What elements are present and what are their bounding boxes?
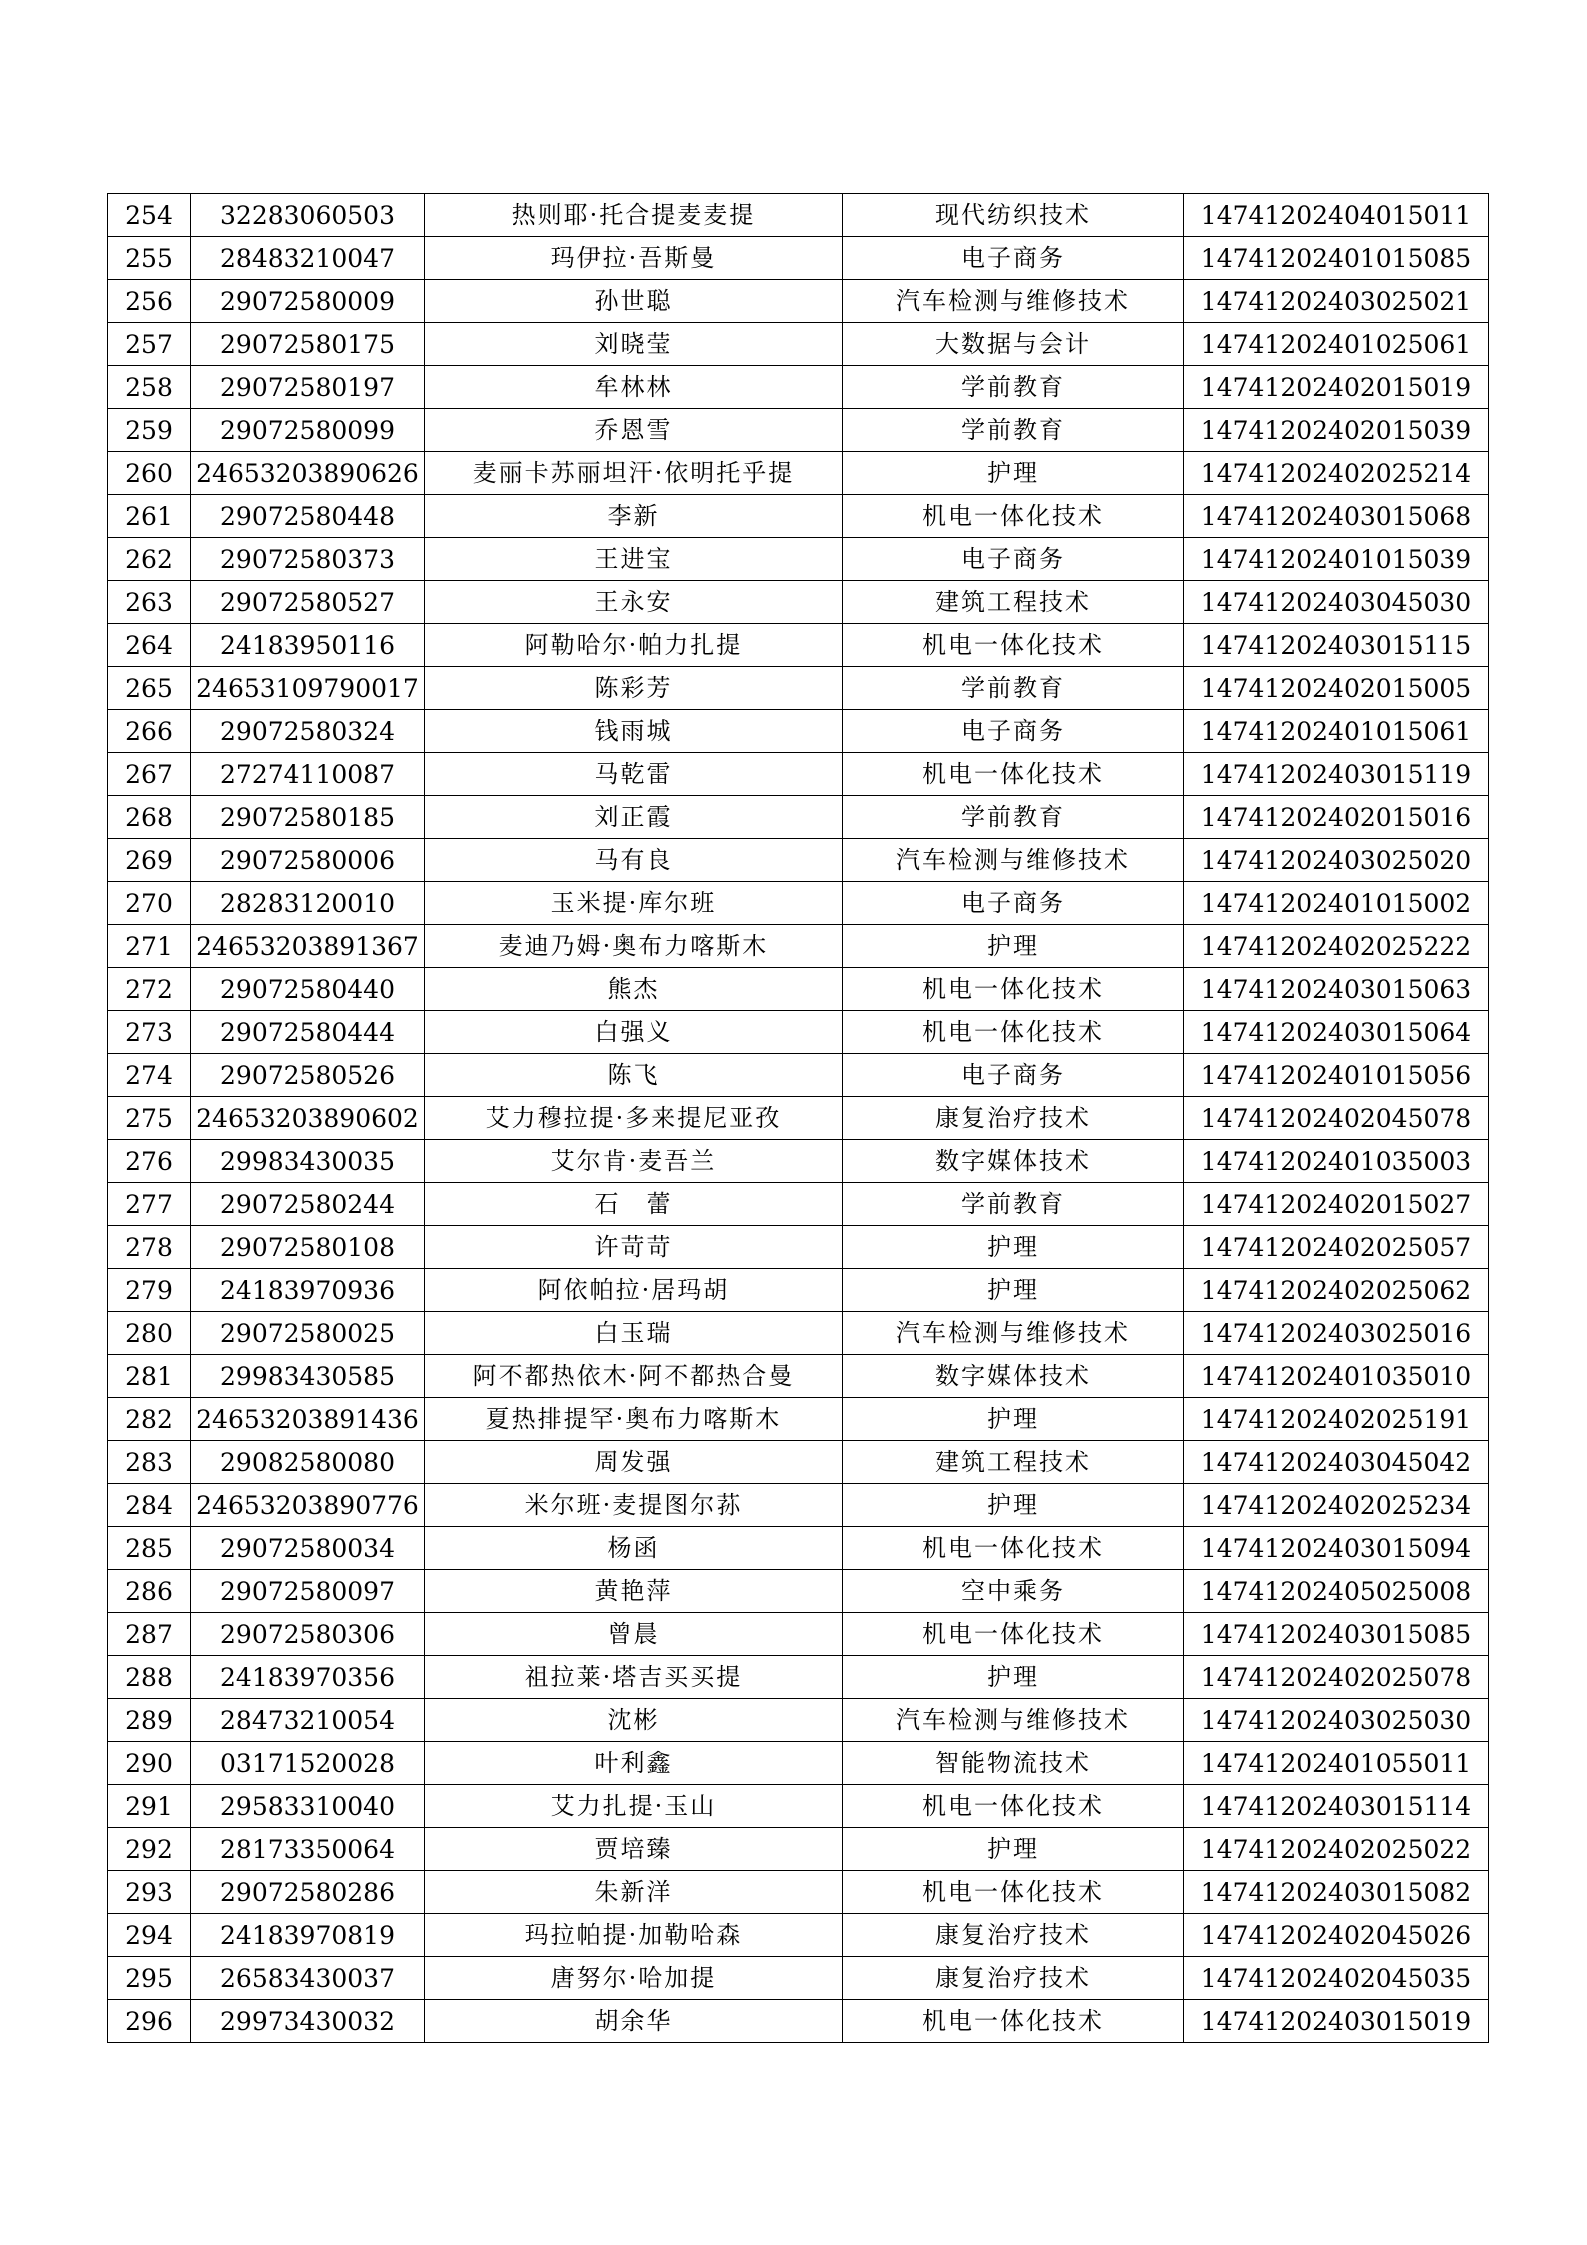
exam-number-cell: 24653203890602 bbox=[191, 1097, 425, 1140]
exam-number-cell: 24653203891436 bbox=[191, 1398, 425, 1441]
row-index-cell: 289 bbox=[108, 1699, 191, 1742]
row-index-cell: 258 bbox=[108, 366, 191, 409]
student-id-cell: 14741202403025021 bbox=[1184, 280, 1489, 323]
row-index-cell: 265 bbox=[108, 667, 191, 710]
student-name-cell: 陈飞 bbox=[425, 1054, 843, 1097]
student-id-cell: 14741202402015027 bbox=[1184, 1183, 1489, 1226]
row-index-cell: 260 bbox=[108, 452, 191, 495]
exam-number-cell: 29072580197 bbox=[191, 366, 425, 409]
table-row bbox=[108, 1226, 1489, 1269]
table-row bbox=[108, 925, 1489, 968]
student-id-cell: 14741202402015005 bbox=[1184, 667, 1489, 710]
exam-number-cell: 29583310040 bbox=[191, 1785, 425, 1828]
row-index-cell: 286 bbox=[108, 1570, 191, 1613]
major-cell: 机电一体化技术 bbox=[843, 495, 1184, 538]
student-id-cell: 14741202402015039 bbox=[1184, 409, 1489, 452]
student-id-cell: 14741202403025020 bbox=[1184, 839, 1489, 882]
student-id-cell: 14741202403015094 bbox=[1184, 1527, 1489, 1570]
major-cell: 机电一体化技术 bbox=[843, 1527, 1184, 1570]
table-row bbox=[108, 323, 1489, 366]
student-id-cell: 14741202402025062 bbox=[1184, 1269, 1489, 1312]
student-name-cell: 白强义 bbox=[425, 1011, 843, 1054]
exam-number-cell: 29072580097 bbox=[191, 1570, 425, 1613]
row-index-cell: 291 bbox=[108, 1785, 191, 1828]
student-name-cell: 王进宝 bbox=[425, 538, 843, 581]
student-name-cell: 周发强 bbox=[425, 1441, 843, 1484]
table-row bbox=[108, 710, 1489, 753]
row-index-cell: 268 bbox=[108, 796, 191, 839]
exam-number-cell: 03171520028 bbox=[191, 1742, 425, 1785]
table-row bbox=[108, 452, 1489, 495]
student-id-cell: 14741202402045026 bbox=[1184, 1914, 1489, 1957]
student-id-cell: 14741202401015002 bbox=[1184, 882, 1489, 925]
major-cell: 数字媒体技术 bbox=[843, 1140, 1184, 1183]
exam-number-cell: 29973430032 bbox=[191, 2000, 425, 2043]
student-id-cell: 14741202401035003 bbox=[1184, 1140, 1489, 1183]
student-name-cell: 叶利鑫 bbox=[425, 1742, 843, 1785]
table-row bbox=[108, 495, 1489, 538]
row-index-cell: 272 bbox=[108, 968, 191, 1011]
major-cell: 汽车检测与维修技术 bbox=[843, 280, 1184, 323]
table-row bbox=[108, 538, 1489, 581]
student-id-cell: 14741202402025222 bbox=[1184, 925, 1489, 968]
exam-number-cell: 29072580324 bbox=[191, 710, 425, 753]
row-index-cell: 281 bbox=[108, 1355, 191, 1398]
student-name-cell: 沈彬 bbox=[425, 1699, 843, 1742]
row-index-cell: 284 bbox=[108, 1484, 191, 1527]
student-name-cell: 石 蕾 bbox=[425, 1183, 843, 1226]
major-cell: 护理 bbox=[843, 925, 1184, 968]
student-name-cell: 杨函 bbox=[425, 1527, 843, 1570]
student-id-cell: 14741202401035010 bbox=[1184, 1355, 1489, 1398]
row-index-cell: 262 bbox=[108, 538, 191, 581]
table-row bbox=[108, 1957, 1489, 2000]
table-row bbox=[108, 753, 1489, 796]
student-id-cell: 14741202401055011 bbox=[1184, 1742, 1489, 1785]
major-cell: 康复治疗技术 bbox=[843, 1914, 1184, 1957]
row-index-cell: 283 bbox=[108, 1441, 191, 1484]
table-row bbox=[108, 1011, 1489, 1054]
major-cell: 学前教育 bbox=[843, 667, 1184, 710]
student-id-cell: 14741202402045035 bbox=[1184, 1957, 1489, 2000]
table-row bbox=[108, 237, 1489, 280]
major-cell: 汽车检测与维修技术 bbox=[843, 1699, 1184, 1742]
roster-table bbox=[107, 193, 1489, 2043]
student-id-cell: 14741202403015063 bbox=[1184, 968, 1489, 1011]
major-cell: 现代纺织技术 bbox=[843, 194, 1184, 237]
table-row bbox=[108, 968, 1489, 1011]
major-cell: 康复治疗技术 bbox=[843, 1097, 1184, 1140]
student-id-cell: 14741202403015068 bbox=[1184, 495, 1489, 538]
major-cell: 智能物流技术 bbox=[843, 1742, 1184, 1785]
student-id-cell: 14741202403015085 bbox=[1184, 1613, 1489, 1656]
row-index-cell: 282 bbox=[108, 1398, 191, 1441]
major-cell: 机电一体化技术 bbox=[843, 1011, 1184, 1054]
table-row bbox=[108, 1312, 1489, 1355]
exam-number-cell: 28483210047 bbox=[191, 237, 425, 280]
exam-number-cell: 29072580185 bbox=[191, 796, 425, 839]
student-id-cell: 14741202403015064 bbox=[1184, 1011, 1489, 1054]
row-index-cell: 267 bbox=[108, 753, 191, 796]
row-index-cell: 269 bbox=[108, 839, 191, 882]
row-index-cell: 254 bbox=[108, 194, 191, 237]
student-id-cell: 14741202403025016 bbox=[1184, 1312, 1489, 1355]
major-cell: 护理 bbox=[843, 1226, 1184, 1269]
exam-number-cell: 28473210054 bbox=[191, 1699, 425, 1742]
table-row bbox=[108, 581, 1489, 624]
table-row bbox=[108, 1656, 1489, 1699]
row-index-cell: 278 bbox=[108, 1226, 191, 1269]
row-index-cell: 261 bbox=[108, 495, 191, 538]
row-index-cell: 288 bbox=[108, 1656, 191, 1699]
table-row bbox=[108, 1398, 1489, 1441]
major-cell: 护理 bbox=[843, 1484, 1184, 1527]
exam-number-cell: 27274110087 bbox=[191, 753, 425, 796]
student-name-cell: 阿依帕拉·居玛胡 bbox=[425, 1269, 843, 1312]
student-id-cell: 14741202401015085 bbox=[1184, 237, 1489, 280]
table-row bbox=[108, 1441, 1489, 1484]
exam-number-cell: 29072580244 bbox=[191, 1183, 425, 1226]
student-id-cell: 14741202402025234 bbox=[1184, 1484, 1489, 1527]
table-row bbox=[108, 796, 1489, 839]
student-name-cell: 玉米提·库尔班 bbox=[425, 882, 843, 925]
student-id-cell: 14741202404015011 bbox=[1184, 194, 1489, 237]
student-name-cell: 唐努尔·哈加提 bbox=[425, 1957, 843, 2000]
table-row bbox=[108, 1871, 1489, 1914]
student-id-cell: 14741202402015016 bbox=[1184, 796, 1489, 839]
major-cell: 学前教育 bbox=[843, 796, 1184, 839]
student-id-cell: 14741202402025214 bbox=[1184, 452, 1489, 495]
exam-number-cell: 29072580034 bbox=[191, 1527, 425, 1570]
student-id-cell: 14741202403015082 bbox=[1184, 1871, 1489, 1914]
student-name-cell: 贾培臻 bbox=[425, 1828, 843, 1871]
student-name-cell: 陈彩芳 bbox=[425, 667, 843, 710]
student-id-cell: 14741202401015061 bbox=[1184, 710, 1489, 753]
student-name-cell: 孙世聪 bbox=[425, 280, 843, 323]
exam-number-cell: 24183970936 bbox=[191, 1269, 425, 1312]
student-name-cell: 钱雨城 bbox=[425, 710, 843, 753]
student-name-cell: 麦丽卡苏丽坦汗·依明托乎提 bbox=[425, 452, 843, 495]
row-index-cell: 296 bbox=[108, 2000, 191, 2043]
student-name-cell: 乔恩雪 bbox=[425, 409, 843, 452]
row-index-cell: 257 bbox=[108, 323, 191, 366]
student-name-cell: 玛伊拉·吾斯曼 bbox=[425, 237, 843, 280]
row-index-cell: 276 bbox=[108, 1140, 191, 1183]
student-name-cell: 阿勒哈尔·帕力扎提 bbox=[425, 624, 843, 667]
table-row bbox=[108, 1742, 1489, 1785]
table-row bbox=[108, 1484, 1489, 1527]
student-id-cell: 14741202403045042 bbox=[1184, 1441, 1489, 1484]
exam-number-cell: 29072580448 bbox=[191, 495, 425, 538]
student-id-cell: 14741202402025191 bbox=[1184, 1398, 1489, 1441]
row-index-cell: 290 bbox=[108, 1742, 191, 1785]
major-cell: 护理 bbox=[843, 452, 1184, 495]
major-cell: 建筑工程技术 bbox=[843, 581, 1184, 624]
student-name-cell: 黄艳萍 bbox=[425, 1570, 843, 1613]
exam-number-cell: 29072580006 bbox=[191, 839, 425, 882]
table-row bbox=[108, 839, 1489, 882]
roster-body bbox=[108, 194, 1489, 2043]
student-name-cell: 祖拉莱·塔吉买买提 bbox=[425, 1656, 843, 1699]
table-row bbox=[108, 1570, 1489, 1613]
table-row bbox=[108, 882, 1489, 925]
row-index-cell: 273 bbox=[108, 1011, 191, 1054]
major-cell: 电子商务 bbox=[843, 538, 1184, 581]
exam-number-cell: 29072580527 bbox=[191, 581, 425, 624]
major-cell: 机电一体化技术 bbox=[843, 968, 1184, 1011]
student-name-cell: 曾晨 bbox=[425, 1613, 843, 1656]
student-name-cell: 朱新洋 bbox=[425, 1871, 843, 1914]
table-row bbox=[108, 194, 1489, 237]
major-cell: 机电一体化技术 bbox=[843, 624, 1184, 667]
student-id-cell: 14741202401025061 bbox=[1184, 323, 1489, 366]
exam-number-cell: 29072580440 bbox=[191, 968, 425, 1011]
table-row bbox=[108, 1183, 1489, 1226]
student-name-cell: 白玉瑞 bbox=[425, 1312, 843, 1355]
student-id-cell: 14741202401015039 bbox=[1184, 538, 1489, 581]
major-cell: 电子商务 bbox=[843, 710, 1184, 753]
major-cell: 机电一体化技术 bbox=[843, 753, 1184, 796]
exam-number-cell: 29072580306 bbox=[191, 1613, 425, 1656]
major-cell: 学前教育 bbox=[843, 366, 1184, 409]
table-row bbox=[108, 1054, 1489, 1097]
major-cell: 数字媒体技术 bbox=[843, 1355, 1184, 1398]
exam-number-cell: 29072580444 bbox=[191, 1011, 425, 1054]
exam-number-cell: 24183970356 bbox=[191, 1656, 425, 1699]
student-name-cell: 牟林林 bbox=[425, 366, 843, 409]
table-row bbox=[108, 1699, 1489, 1742]
major-cell: 护理 bbox=[843, 1269, 1184, 1312]
row-index-cell: 279 bbox=[108, 1269, 191, 1312]
student-id-cell: 14741202402025022 bbox=[1184, 1828, 1489, 1871]
row-index-cell: 256 bbox=[108, 280, 191, 323]
exam-number-cell: 29072580526 bbox=[191, 1054, 425, 1097]
exam-number-cell: 24183970819 bbox=[191, 1914, 425, 1957]
major-cell: 大数据与会计 bbox=[843, 323, 1184, 366]
exam-number-cell: 24653203890626 bbox=[191, 452, 425, 495]
exam-number-cell: 29072580373 bbox=[191, 538, 425, 581]
table-row bbox=[108, 1269, 1489, 1312]
student-name-cell: 王永安 bbox=[425, 581, 843, 624]
student-name-cell: 马乾雷 bbox=[425, 753, 843, 796]
exam-number-cell: 29072580099 bbox=[191, 409, 425, 452]
major-cell: 学前教育 bbox=[843, 409, 1184, 452]
table-row bbox=[108, 366, 1489, 409]
table-row bbox=[108, 624, 1489, 667]
student-id-cell: 14741202405025008 bbox=[1184, 1570, 1489, 1613]
major-cell: 电子商务 bbox=[843, 882, 1184, 925]
exam-number-cell: 24183950116 bbox=[191, 624, 425, 667]
student-name-cell: 阿不都热依木·阿不都热合曼 bbox=[425, 1355, 843, 1398]
exam-number-cell: 24653203890776 bbox=[191, 1484, 425, 1527]
major-cell: 汽车检测与维修技术 bbox=[843, 839, 1184, 882]
student-name-cell: 刘正霞 bbox=[425, 796, 843, 839]
student-id-cell: 14741202402025057 bbox=[1184, 1226, 1489, 1269]
student-name-cell: 艾尔肯·麦吾兰 bbox=[425, 1140, 843, 1183]
exam-number-cell: 26583430037 bbox=[191, 1957, 425, 2000]
major-cell: 机电一体化技术 bbox=[843, 1785, 1184, 1828]
student-name-cell: 熊杰 bbox=[425, 968, 843, 1011]
exam-number-cell: 29983430035 bbox=[191, 1140, 425, 1183]
row-index-cell: 294 bbox=[108, 1914, 191, 1957]
row-index-cell: 271 bbox=[108, 925, 191, 968]
row-index-cell: 266 bbox=[108, 710, 191, 753]
exam-number-cell: 29072580009 bbox=[191, 280, 425, 323]
exam-number-cell: 24653109790017 bbox=[191, 667, 425, 710]
student-name-cell: 麦迪乃姆·奥布力喀斯木 bbox=[425, 925, 843, 968]
major-cell: 电子商务 bbox=[843, 237, 1184, 280]
student-name-cell: 李新 bbox=[425, 495, 843, 538]
table-row bbox=[108, 280, 1489, 323]
student-id-cell: 14741202403015115 bbox=[1184, 624, 1489, 667]
student-id-cell: 14741202402015019 bbox=[1184, 366, 1489, 409]
exam-number-cell: 24653203891367 bbox=[191, 925, 425, 968]
student-id-cell: 14741202402045078 bbox=[1184, 1097, 1489, 1140]
row-index-cell: 275 bbox=[108, 1097, 191, 1140]
row-index-cell: 280 bbox=[108, 1312, 191, 1355]
student-name-cell: 马有良 bbox=[425, 839, 843, 882]
student-name-cell: 刘晓莹 bbox=[425, 323, 843, 366]
major-cell: 护理 bbox=[843, 1398, 1184, 1441]
student-name-cell: 艾力穆拉提·多来提尼亚孜 bbox=[425, 1097, 843, 1140]
exam-number-cell: 29072580108 bbox=[191, 1226, 425, 1269]
row-index-cell: 287 bbox=[108, 1613, 191, 1656]
major-cell: 建筑工程技术 bbox=[843, 1441, 1184, 1484]
exam-number-cell: 29983430585 bbox=[191, 1355, 425, 1398]
table-row bbox=[108, 409, 1489, 452]
exam-number-cell: 32283060503 bbox=[191, 194, 425, 237]
student-name-cell: 胡余华 bbox=[425, 2000, 843, 2043]
student-name-cell: 艾力扎提·玉山 bbox=[425, 1785, 843, 1828]
major-cell: 护理 bbox=[843, 1656, 1184, 1699]
major-cell: 护理 bbox=[843, 1828, 1184, 1871]
table-row bbox=[108, 1914, 1489, 1957]
row-index-cell: 293 bbox=[108, 1871, 191, 1914]
major-cell: 机电一体化技术 bbox=[843, 1613, 1184, 1656]
student-id-cell: 14741202403025030 bbox=[1184, 1699, 1489, 1742]
table-row bbox=[108, 1355, 1489, 1398]
table-row bbox=[108, 1527, 1489, 1570]
row-index-cell: 259 bbox=[108, 409, 191, 452]
table-row bbox=[108, 1140, 1489, 1183]
student-id-cell: 14741202403015119 bbox=[1184, 753, 1489, 796]
major-cell: 康复治疗技术 bbox=[843, 1957, 1184, 2000]
row-index-cell: 264 bbox=[108, 624, 191, 667]
student-name-cell: 热则耶·托合提麦麦提 bbox=[425, 194, 843, 237]
row-index-cell: 295 bbox=[108, 1957, 191, 2000]
student-id-cell: 14741202403045030 bbox=[1184, 581, 1489, 624]
student-name-cell: 许苛苛 bbox=[425, 1226, 843, 1269]
student-name-cell: 玛拉帕提·加勒哈森 bbox=[425, 1914, 843, 1957]
table-row bbox=[108, 667, 1489, 710]
major-cell: 机电一体化技术 bbox=[843, 1871, 1184, 1914]
student-id-cell: 14741202402025078 bbox=[1184, 1656, 1489, 1699]
table-row bbox=[108, 1828, 1489, 1871]
table-row bbox=[108, 1785, 1489, 1828]
row-index-cell: 263 bbox=[108, 581, 191, 624]
exam-number-cell: 29072580025 bbox=[191, 1312, 425, 1355]
table-row bbox=[108, 1613, 1489, 1656]
row-index-cell: 274 bbox=[108, 1054, 191, 1097]
exam-number-cell: 29082580080 bbox=[191, 1441, 425, 1484]
table-row bbox=[108, 2000, 1489, 2043]
row-index-cell: 255 bbox=[108, 237, 191, 280]
major-cell: 机电一体化技术 bbox=[843, 2000, 1184, 2043]
student-id-cell: 14741202401015056 bbox=[1184, 1054, 1489, 1097]
exam-number-cell: 29072580286 bbox=[191, 1871, 425, 1914]
row-index-cell: 277 bbox=[108, 1183, 191, 1226]
table-row bbox=[108, 1097, 1489, 1140]
exam-number-cell: 28283120010 bbox=[191, 882, 425, 925]
student-id-cell: 14741202403015114 bbox=[1184, 1785, 1489, 1828]
major-cell: 学前教育 bbox=[843, 1183, 1184, 1226]
student-id-cell: 14741202403015019 bbox=[1184, 2000, 1489, 2043]
exam-number-cell: 29072580175 bbox=[191, 323, 425, 366]
row-index-cell: 292 bbox=[108, 1828, 191, 1871]
major-cell: 电子商务 bbox=[843, 1054, 1184, 1097]
major-cell: 空中乘务 bbox=[843, 1570, 1184, 1613]
row-index-cell: 285 bbox=[108, 1527, 191, 1570]
exam-number-cell: 28173350064 bbox=[191, 1828, 425, 1871]
student-name-cell: 夏热排提罕·奥布力喀斯木 bbox=[425, 1398, 843, 1441]
major-cell: 汽车检测与维修技术 bbox=[843, 1312, 1184, 1355]
row-index-cell: 270 bbox=[108, 882, 191, 925]
student-name-cell: 米尔班·麦提图尔荪 bbox=[425, 1484, 843, 1527]
